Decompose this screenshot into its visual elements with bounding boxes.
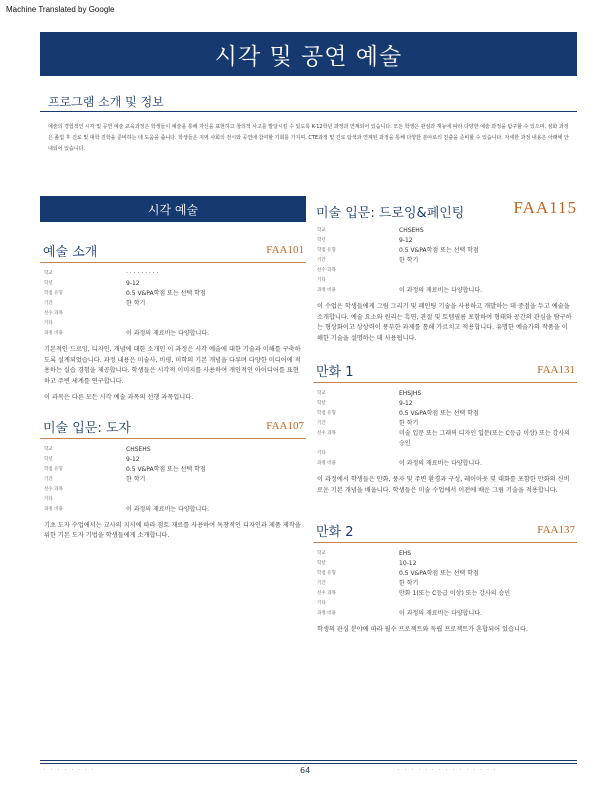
duration-label: 기간 (317, 421, 326, 426)
course-school: CHSEHS (399, 227, 424, 234)
course-school: EHSJHS (399, 390, 422, 397)
course-duration: 한 학기 (399, 580, 419, 587)
fee-label: 과정 비용 (44, 331, 63, 336)
course-facts (44, 445, 306, 515)
course-grade: 9-12 (126, 280, 140, 287)
footer-rule (40, 763, 577, 764)
course-fee: 이 과정의 재료비는 다양합니다. (399, 287, 482, 294)
prereq-label: 선수 과목 (44, 486, 63, 492)
course-header (313, 522, 577, 543)
course-title: 예술 소개 (43, 245, 98, 260)
course-header (313, 196, 577, 220)
school-label: 학교 (317, 391, 326, 396)
school-label: 학교 (44, 271, 53, 276)
course-fee: 이 과정의 재료비는 다양합니다. (126, 330, 209, 337)
other-label: 기타 (317, 278, 326, 283)
course-title: 미술 입문: 도자 (43, 420, 131, 436)
course-prereq (126, 485, 306, 495)
credit-label: 학점 유형 (317, 248, 336, 253)
course-duration: 한 학기 (126, 475, 146, 483)
credit-label: 학점 유형 (317, 571, 336, 576)
course-credit: 0.5 V&PA학점 또는 선택 학점 (399, 570, 479, 577)
page-title: 시각 및 공연 예술 (214, 43, 403, 70)
duration-label: 기간 (44, 301, 53, 306)
course-description: 기본적인 드로잉, 디자인, 개념에 대한 소개인 이 과정은 시각 예술에 대한 기술과 이해를 구축하도록 설계되었습니다. 과정 내용은 미술사, 비평, 미학의 기본 개념을 다루며 다양한 미디어에 적용하는 실습 경험을 제공합니다. 학생들은 시각적 이미지를 사용하여 개인적인 아이디어를 표현하고 주변 세계를 연구합니다. (44, 346, 301, 385)
other-label: 기타 (44, 496, 53, 502)
course-school: CHSEHS (126, 445, 151, 453)
school-label: 학교 (317, 228, 326, 233)
course-title: 미술 입문: 드로잉&페인팅 (316, 206, 465, 221)
section-band-label: 시각 예술 (147, 202, 199, 217)
course-credit: 0.5 V&PA학점 또는 선택 학점 (126, 290, 206, 297)
course-header (40, 242, 306, 263)
grade-label: 학년 (44, 456, 53, 462)
course-prereq: 만화 1(또는 C등급 이상) 또는 강사의 승인 (399, 590, 511, 597)
course-facts (317, 549, 577, 619)
course-facts (44, 269, 306, 339)
credit-label: 학점 유형 (44, 466, 63, 472)
fee-label: 과정 비용 (44, 506, 63, 512)
course-grade: 9-12 (399, 400, 413, 407)
course-prereq (399, 266, 577, 276)
course-grade: 9-12 (126, 455, 140, 463)
course-code: FAA101 (266, 244, 304, 256)
school-label: 학교 (44, 446, 53, 452)
course-description-note: 이 과목은 다른 모든 시각 예술 과목의 선행 과목입니다. (44, 394, 194, 401)
duration-label: 기간 (317, 581, 326, 586)
course-code: FAA137 (537, 524, 575, 536)
fee-label: 과정 비용 (317, 461, 336, 466)
grade-label: 학년 (317, 561, 326, 566)
course-title: 만화 2 (316, 525, 354, 540)
other-label: 기타 (317, 451, 326, 456)
footer-left-text: · · · · · · · · (44, 768, 96, 773)
course-school: · · · · · · · · · (126, 270, 159, 277)
grade-label: 학년 (317, 401, 326, 406)
right-column (313, 196, 577, 650)
course-school: EHS (399, 550, 412, 557)
course-description: 이 수업은 학생들에게 그림 그리기 및 페인팅 기술을 사용하고 개발하는 데 중점을 두고 예술을 소개합니다. 예술 요소와 원리는 흑연, 관절 및 토템필름 포함하여 형태와 공간의 관심을 탐구하는 형상화이고 상상력이 풍부한 과제를 통해 가르치고 적용합니다. 유명한 예술가의 작품을 이해한 기술을 설명하는 데 사용됩니다. (317, 303, 572, 342)
course-prereq: 미술 입문 또는 그래픽 디자인 입문(또는 C등급 이상) 또는 강사의 승인 (399, 430, 570, 447)
course-code: FAA131 (537, 364, 575, 376)
course-fee: 이 과정의 재료비는 다양합니다. (126, 505, 209, 513)
intro-title: 프로그램 소개 및 정보 (48, 95, 164, 109)
school-label: 학교 (317, 551, 326, 556)
footer-rule (40, 760, 577, 761)
course-duration: 한 학기 (399, 420, 419, 427)
grade-label: 학년 (44, 281, 53, 286)
course-block (313, 362, 577, 496)
prereq-label: 선수 과목 (317, 591, 336, 596)
course-duration: 한 학기 (126, 300, 146, 307)
intro-text: 예술의 경험적인 시각 및 공연 예술 교육과정은 학생들이 예술을 통해 자신을 표현하고 창의적 사고를 발달시킬 수 있도록 K-12학년 과정과 연계되어 있습니다. 모든 학생은 관심과 재능에 따라 다양한 예술 과정을 탐구할 수 있으며, 심화 과정은 졸업 후 진로 및 대학 진학을 준비하는 데 도움을 줍니다. 학생들은 지역 사회의 전시와 공연에 참여할 기회를 가지며, CTE과정 및 진로 탐색과 연계된 과정을 통해 다양한 분야로의 진출을 준비할 수 있습니다. 자세한 과정 내용은 아래에 안내되어 있습니다. (48, 124, 569, 152)
course-header (313, 362, 577, 383)
fee-label: 과정 비용 (317, 611, 336, 616)
machine-translated-note: Machine Translated by Google (6, 5, 115, 14)
intro-divider (40, 111, 577, 112)
section-band-visual-arts (40, 196, 306, 222)
course-description: 학생의 관심 분야에 따라 필수 프로젝트와 독립 프로젝트가 혼합되어 있습니다. (317, 626, 528, 633)
prereq-label: 선수 과목 (317, 268, 336, 273)
course-block (40, 418, 306, 542)
footer-right-text: · · · · · · · · · · · · · · · (398, 768, 498, 773)
grade-label: 학년 (317, 238, 326, 243)
course-fee: 이 과정의 재료비는 다양합니다. (399, 610, 482, 617)
course-code: FAA107 (266, 419, 304, 432)
prereq-label: 선수 과목 (44, 311, 63, 316)
page-banner (40, 32, 577, 76)
course-credit: 0.5 V&PA학점 또는 선택 학점 (399, 247, 479, 254)
course-block (40, 242, 306, 404)
course-credit: 0.5 V&PA학점 또는 선택 학점 (399, 410, 479, 417)
course-duration: 한 학기 (399, 257, 419, 264)
course-title: 만화 1 (316, 365, 354, 380)
other-label: 기타 (317, 601, 326, 606)
page-number: 64 (300, 766, 311, 775)
course-block (313, 196, 577, 344)
course-credit: 0.5 V&PA학점 또는 선택 학점 (126, 465, 206, 473)
course-description: 기초 도자 수업에서는 교사의 지시에 따라 점토 재료를 사용하여 독창적인 디자인과 제품 제작을 위한 기본 도자 기법을 학생들에게 소개합니다. (44, 521, 301, 539)
course-grade: 10-12 (399, 560, 417, 567)
fee-label: 과정 비용 (317, 288, 336, 293)
duration-label: 기간 (317, 258, 326, 263)
course-description: 이 과정에서 학생들은 만화, 풍자 및 주변 환경과 구성, 레이아웃 및 대화를 포함한 만화의 신비로운 기본 개념을 배웁니다. 학생들은 미술 수업에서 이전에 배운 그림 기술을 적용합니다. (317, 476, 570, 494)
course-fee: 이 과정의 재료비는 다양합니다. (399, 460, 482, 467)
left-column (40, 196, 306, 556)
course-facts (317, 389, 577, 469)
course-code: FAA115 (513, 198, 577, 217)
prereq-label: 선수 과목 (317, 431, 336, 436)
credit-label: 학점 유형 (44, 291, 63, 296)
course-grade: 9-12 (399, 237, 413, 244)
course-header (40, 418, 306, 439)
duration-label: 기간 (44, 476, 53, 482)
other-label: 기타 (44, 321, 53, 326)
course-prereq (126, 309, 306, 319)
course-facts (317, 226, 577, 296)
course-block (313, 522, 577, 636)
credit-label: 학점 유형 (317, 411, 336, 416)
